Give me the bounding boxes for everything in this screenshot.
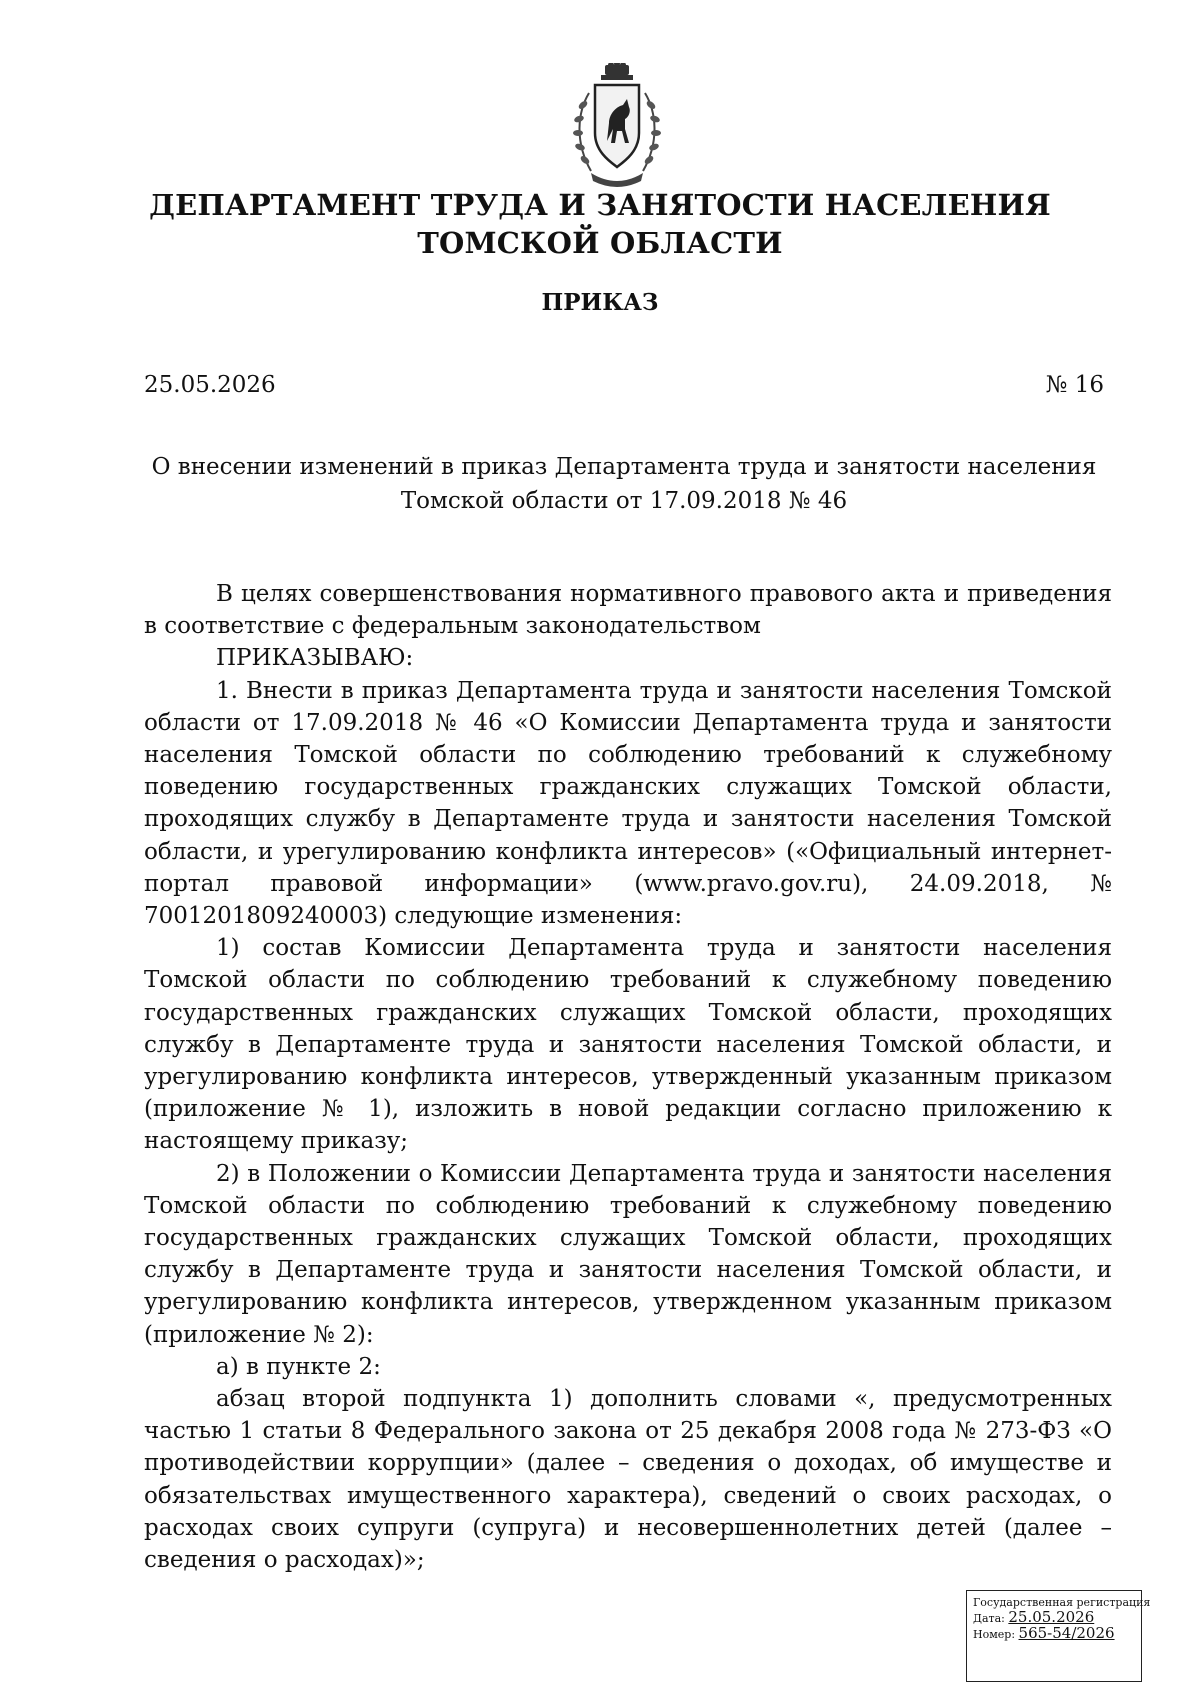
department-name bbox=[0, 186, 1200, 262]
paragraph-preamble: В целях совершенствования нормативного правового акта и приведения в соответствие с федеральным законодательством bbox=[144, 581, 1112, 640]
stamp-number-value: 565-54/2026 bbox=[1018, 1624, 1115, 1642]
subject-line-2: Томской области от 17.09.2018 № 46 bbox=[400, 488, 848, 514]
stamp-date-label: Дата: bbox=[973, 1612, 1005, 1625]
order-number: № 16 bbox=[1045, 372, 1104, 398]
paragraph-item-1: 1. Внести в приказ Департамента труда и занятости населения Томской области от 17.09.2018 № 46 «О Комиссии Департамента труда и занятости населения Томской области по соблюдению требований к служебному поведению государственных гражданских служащих Томской области, проходящих службу в Департаменте труда и занятости населения Томской области, и урегулированию конфликта интересов» («Официальный интернет-портал правовой информации» (www.pravo.gov.ru), 24.09.2018, № 7001201809240003) следующие изменения: bbox=[144, 677, 1112, 930]
paragraph-amendment: абзац второй подпункта 1) дополнить словами «, предусмотренных частью 1 статьи 8 Федерального закона от 25 декабря 2008 года № 273-ФЗ «О противодействии коррупции» (далее – сведения о доходах, об имуществе и обязательствах имущественного характера), сведений о своих расходах, о расходах своих супруги (супруга) и несовершеннолетних детей (далее – сведения о расходах)»; bbox=[144, 1386, 1112, 1574]
department-line-2: ТОМСКОЙ ОБЛАСТИ bbox=[417, 226, 783, 260]
order-body bbox=[144, 578, 1112, 1576]
subject-line-1: О внесении изменений в приказ Департамента труда и занятости населения bbox=[151, 454, 1097, 480]
stamp-number-label: Номер: bbox=[973, 1628, 1016, 1641]
order-subject bbox=[144, 450, 1104, 518]
paragraph-subitem-a: а) в пункте 2: bbox=[216, 1353, 381, 1380]
paragraph-subitem-1: 1) состав Комиссии Департамента труда и занятости населения Томской области по соблюдению требований к служебному поведению государственных гражданских служащих Томской области, проходящих службу в Департаменте труда и занятости населения Томской области, и урегулированию конфликта интересов, утвержденный указанным приказом (приложение № 1), изложить в новой редакции согласно приложению к настоящему приказу; bbox=[144, 935, 1112, 1155]
document-type: ПРИКАЗ bbox=[541, 289, 659, 316]
stamp-date-value: 25.05.2026 bbox=[1008, 1608, 1095, 1626]
department-line-1: ДЕПАРТАМЕНТ ТРУДА И ЗАНЯТОСТИ НАСЕЛЕНИЯ bbox=[149, 188, 1051, 222]
paragraph-subitem-2: 2) в Положении о Комиссии Департамента труда и занятости населения Томской области по соблюдению требований к служебному поведению государственных гражданских служащих Томской области, проходящих службу в Департаменте труда и занятости населения Томской области, и урегулированию конфликта интересов, утвержденном указанным приказом (приложение № 2): bbox=[144, 1160, 1112, 1348]
coat-of-arms-emblem bbox=[567, 63, 667, 191]
registration-stamp bbox=[966, 1590, 1151, 1682]
paragraph-order-word: ПРИКАЗЫВАЮ: bbox=[216, 645, 414, 672]
order-date: 25.05.2026 bbox=[144, 372, 276, 398]
stamp-title: Государственная регистрация bbox=[973, 1596, 1151, 1609]
